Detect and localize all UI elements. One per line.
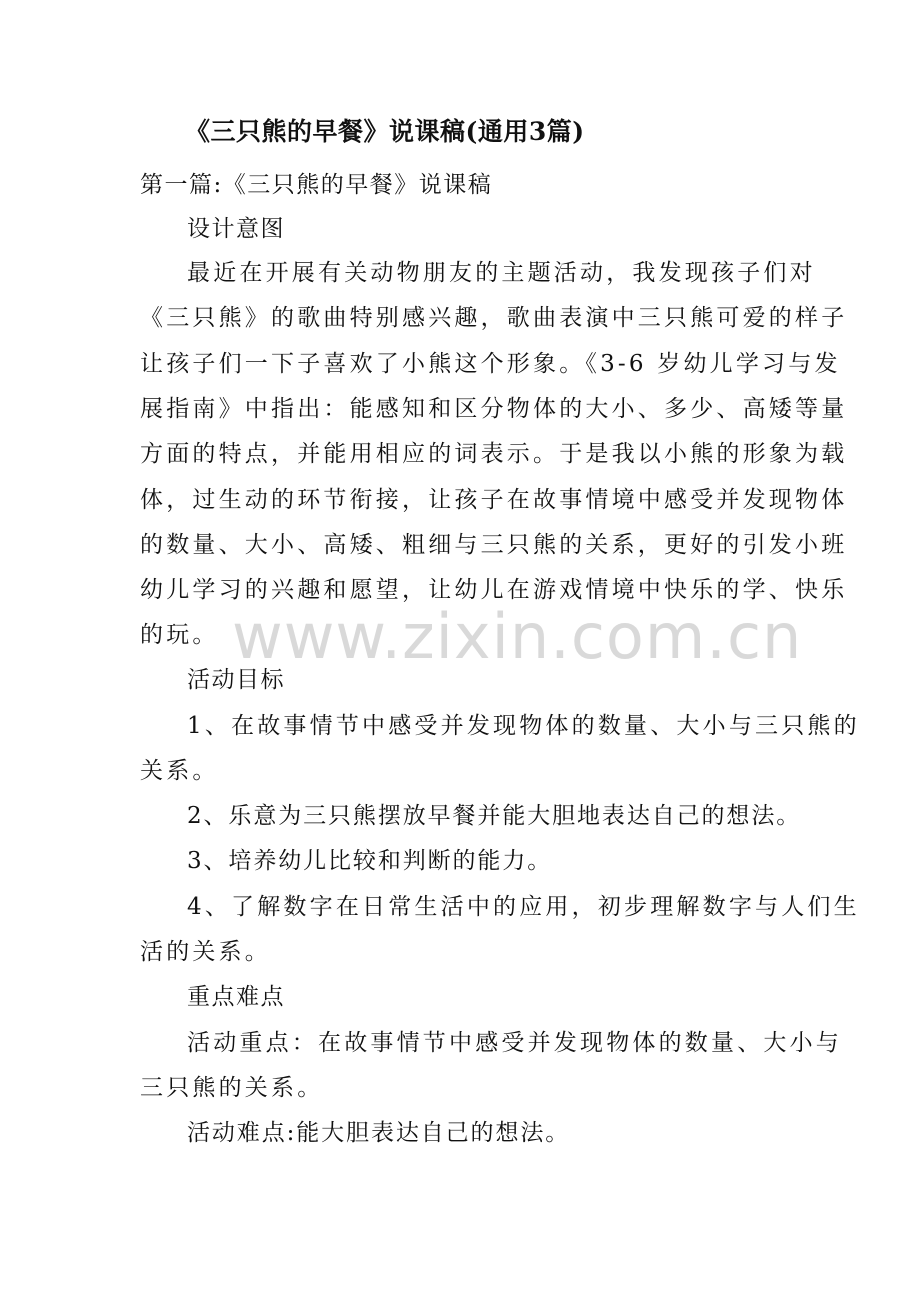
list-item: 3、培养幼儿比较和判断的能力。 — [187, 848, 553, 874]
paragraph-line: 的玩。 — [140, 622, 219, 648]
paragraph-line: 方面的特点，并能用相应的词表示。于是我以小熊的形象为载 — [140, 441, 848, 467]
document-title: 《三只熊的早餐》说课稿(通用3篇) — [185, 117, 585, 146]
paragraph-line: 的数量、大小、高矮、粗细与三只熊的关系，更好的引发小班 — [140, 532, 848, 558]
paragraph-line: 活动重点：在故事情节中感受并发现物体的数量、大小与 — [187, 1030, 842, 1056]
paragraph-line: 体，过生动的环节衔接，让孩子在故事情境中感受并发现物体 — [140, 487, 848, 513]
subheading: 重点难点 — [187, 984, 285, 1010]
list-item-continuation: 关系。 — [140, 758, 219, 784]
paragraph-line: 展指南》中指出：能感知和区分物体的大小、多少、高矮等量 — [140, 396, 848, 422]
paragraph-line: 让孩子们一下子喜欢了小熊这个形象。《3-6 岁幼儿学习与发 — [140, 351, 841, 377]
paragraph-line: 活动难点:能大胆表达自己的想法。 — [187, 1120, 571, 1146]
paragraph-line: 三只熊的关系。 — [140, 1075, 324, 1101]
paragraph-line: 最近在开展有关动物朋友的主题活动，我发现孩子们对 — [187, 260, 816, 286]
list-item: 1、在故事情节中感受并发现物体的数量、大小与三只熊的 — [187, 713, 860, 739]
watermark: www.zixin.com.cn — [232, 600, 803, 673]
paragraph-line: 幼儿学习的兴趣和愿望，让幼儿在游戏情境中快乐的学、快乐 — [140, 577, 848, 603]
section-heading: 第一篇:《三只熊的早餐》说课稿 — [140, 172, 493, 198]
list-item-continuation: 活的关系。 — [140, 939, 271, 965]
subheading: 设计意图 — [187, 216, 285, 242]
paragraph-line: 《三只熊》的歌曲特别感兴趣，歌曲表演中三只熊可爱的样子 — [140, 305, 848, 331]
subheading: 活动目标 — [187, 667, 285, 693]
list-item: 4、了解数字在日常生活中的应用，初步理解数字与人们生 — [187, 894, 860, 920]
list-item: 2、乐意为三只熊摆放早餐并能大胆地表达自己的想法。 — [187, 803, 802, 829]
